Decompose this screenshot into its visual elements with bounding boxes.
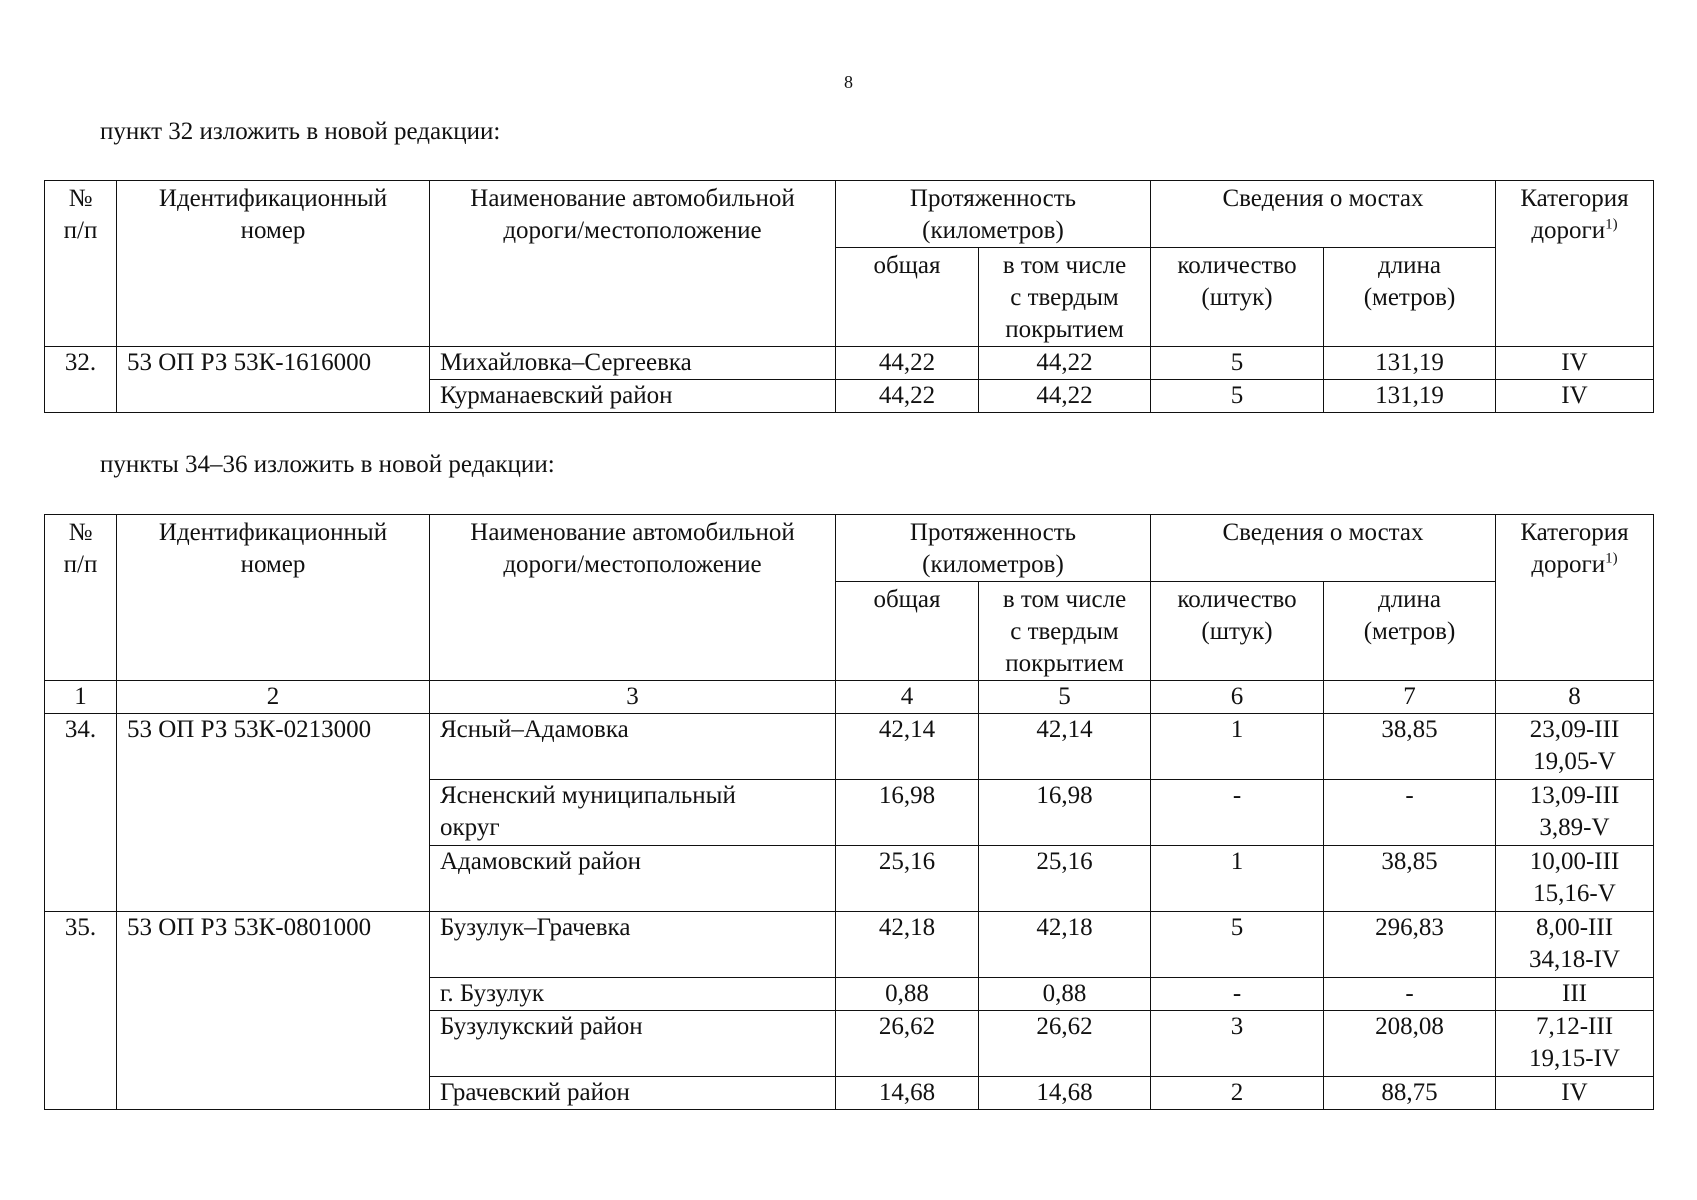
road-name: Михайловка–Сергеевка <box>430 347 836 380</box>
page-number: 8 <box>844 72 853 92</box>
road-category: 7,12-III 19,15-IV <box>1496 1011 1654 1077</box>
header-id: Идентификационный номер <box>117 181 430 347</box>
bridges-length: 131,19 <box>1324 347 1496 380</box>
length-hard: 44,22 <box>979 347 1151 380</box>
column-number: 4 <box>836 681 979 714</box>
length-total: 44,22 <box>836 380 979 413</box>
roads-table-1 <box>44 180 1654 413</box>
length-hard: 42,14 <box>979 714 1151 780</box>
header-bridges-length: длина (метров) <box>1324 248 1496 347</box>
road-num: 32. <box>45 347 117 413</box>
header-row <box>45 515 1654 582</box>
column-number: 2 <box>117 681 430 714</box>
header-bridges-count: количество (штук) <box>1151 582 1324 681</box>
header-length-total: общая <box>836 582 979 681</box>
road-row <box>45 347 1654 380</box>
bridges-length: 296,83 <box>1324 912 1496 978</box>
column-number: 5 <box>979 681 1151 714</box>
bridges-count: - <box>1151 780 1324 846</box>
length-total: 42,14 <box>836 714 979 780</box>
length-total: 16,98 <box>836 780 979 846</box>
header-bridges-count: количество (штук) <box>1151 248 1324 347</box>
column-number: 1 <box>45 681 117 714</box>
header-length-total: общая <box>836 248 979 347</box>
bridges-length: 208,08 <box>1324 1011 1496 1077</box>
footnote-marker: 1) <box>1605 216 1618 233</box>
header-name: Наименование автомобильной дороги/местоположение <box>430 515 836 681</box>
road-name: Адамовский район <box>430 846 836 912</box>
column-number-row <box>45 681 1654 714</box>
header-bridges: Сведения о мостах <box>1151 181 1496 248</box>
bridges-length: - <box>1324 780 1496 846</box>
column-number: 6 <box>1151 681 1324 714</box>
road-name: г. Бузулук <box>430 978 836 1011</box>
road-category: 10,00-III 15,16-V <box>1496 846 1654 912</box>
bridges-length: 38,85 <box>1324 714 1496 780</box>
header-num: № п/п <box>45 181 117 347</box>
length-total: 26,62 <box>836 1011 979 1077</box>
bridges-count: 1 <box>1151 714 1324 780</box>
bridges-length: 38,85 <box>1324 846 1496 912</box>
length-hard: 42,18 <box>979 912 1151 978</box>
header-length-hard: в том числе с твердым покрытием <box>979 582 1151 681</box>
length-total: 25,16 <box>836 846 979 912</box>
bridges-length: - <box>1324 978 1496 1011</box>
column-number: 3 <box>430 681 836 714</box>
road-id: 53 ОП РЗ 53К-1616000 <box>117 347 430 413</box>
length-hard: 0,88 <box>979 978 1151 1011</box>
road-id: 53 ОП РЗ 53К-0801000 <box>117 912 430 1110</box>
length-hard: 26,62 <box>979 1011 1151 1077</box>
footnote-marker: 1) <box>1605 550 1618 567</box>
road-id: 53 ОП РЗ 53К-0213000 <box>117 714 430 912</box>
column-number: 8 <box>1496 681 1654 714</box>
road-row <box>45 912 1654 978</box>
length-total: 0,88 <box>836 978 979 1011</box>
bridges-count: 5 <box>1151 380 1324 413</box>
column-number: 7 <box>1324 681 1496 714</box>
road-num: 34. <box>45 714 117 912</box>
road-category: 23,09-III 19,05-V <box>1496 714 1654 780</box>
header-bridges: Сведения о мостах <box>1151 515 1496 582</box>
length-hard: 44,22 <box>979 380 1151 413</box>
length-total: 42,18 <box>836 912 979 978</box>
header-category: Категория дороги$^{1)}$ <box>1496 515 1654 681</box>
length-hard: 14,68 <box>979 1077 1151 1110</box>
road-category: III <box>1496 978 1654 1011</box>
road-category: IV <box>1496 380 1654 413</box>
header-category: Категория дороги$^{1)}$ <box>1496 181 1654 347</box>
intro-paragraph-1: пункт 32 изложить в новой редакции: <box>100 118 501 145</box>
road-row <box>45 714 1654 780</box>
header-row <box>45 181 1654 248</box>
roads-table-2 <box>44 514 1654 1110</box>
length-total: 14,68 <box>836 1077 979 1110</box>
length-hard: 16,98 <box>979 780 1151 846</box>
length-total: 44,22 <box>836 347 979 380</box>
bridges-length: 131,19 <box>1324 380 1496 413</box>
bridges-count: 2 <box>1151 1077 1324 1110</box>
header-length: Протяженность (километров) <box>836 181 1151 248</box>
header-length-hard: в том числе с твердым покрытием <box>979 248 1151 347</box>
header-num: № п/п <box>45 515 117 681</box>
bridges-count: 5 <box>1151 912 1324 978</box>
header-length: Протяженность (километров) <box>836 515 1151 582</box>
road-name: Грачевский район <box>430 1077 836 1110</box>
road-category: 8,00-III 34,18-IV <box>1496 912 1654 978</box>
bridges-count: 5 <box>1151 347 1324 380</box>
road-name: Ясненский муниципальный округ <box>430 780 836 846</box>
header-bridges-length: длина (метров) <box>1324 582 1496 681</box>
length-hard: 25,16 <box>979 846 1151 912</box>
bridges-length: 88,75 <box>1324 1077 1496 1110</box>
road-num: 35. <box>45 912 117 1110</box>
road-name: Бузулукский район <box>430 1011 836 1077</box>
road-category: 13,09-III 3,89-V <box>1496 780 1654 846</box>
road-category: IV <box>1496 347 1654 380</box>
bridges-count: 3 <box>1151 1011 1324 1077</box>
bridges-count: 1 <box>1151 846 1324 912</box>
road-name: Ясный–Адамовка <box>430 714 836 780</box>
road-category: IV <box>1496 1077 1654 1110</box>
header-name: Наименование автомобильной дороги/местоположение <box>430 181 836 347</box>
intro-paragraph-2: пункты 34–36 изложить в новой редакции: <box>100 451 555 478</box>
header-id: Идентификационный номер <box>117 515 430 681</box>
road-name: Курманаевский район <box>430 380 836 413</box>
road-name: Бузулук–Грачевка <box>430 912 836 978</box>
bridges-count: - <box>1151 978 1324 1011</box>
